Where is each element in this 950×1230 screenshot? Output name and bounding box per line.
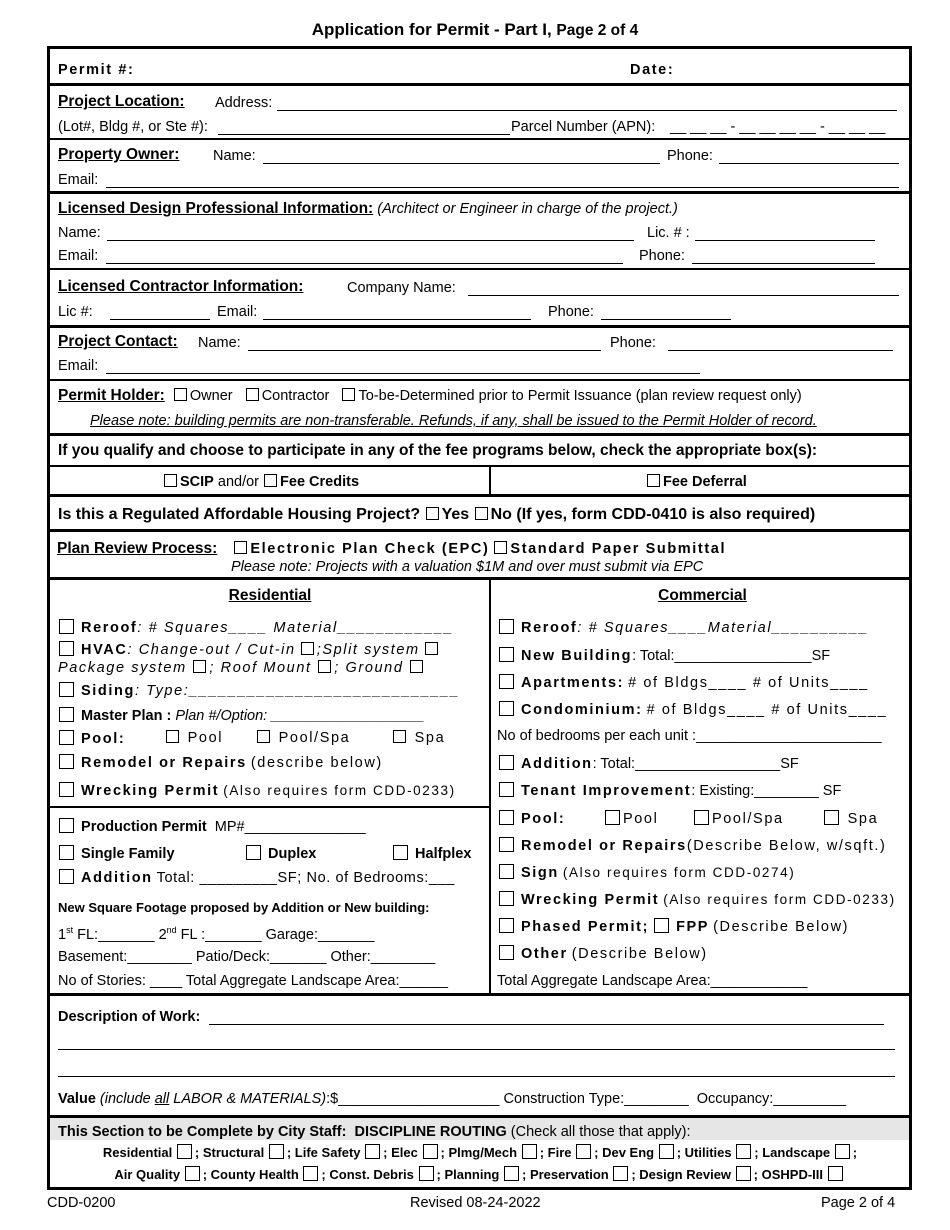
route-utilities-checkbox[interactable] bbox=[736, 1144, 751, 1159]
com-wrecking-rest: (Also requires form CDD-0233) bbox=[663, 892, 896, 907]
dp-phone-field[interactable] bbox=[692, 263, 875, 264]
parcel-field[interactable]: __ __ __ - __ __ __ __ - __ __ __ bbox=[670, 119, 886, 135]
com-apartments bbox=[498, 674, 869, 691]
com-wrecking bbox=[498, 891, 896, 908]
affordable-no-label: No bbox=[490, 506, 512, 523]
property-owner-heading: Property Owner: bbox=[58, 146, 180, 163]
contact-phone-label: Phone: bbox=[610, 335, 656, 351]
res-addition bbox=[58, 869, 455, 886]
staff-heading-row bbox=[58, 1124, 691, 1140]
res-duplex-label: Duplex bbox=[268, 846, 317, 862]
contractor-phone-label: Phone: bbox=[548, 304, 594, 320]
permit-holder-row bbox=[58, 387, 802, 405]
com-bedrooms: No of bedrooms per each unit :_______________________ bbox=[497, 728, 882, 744]
res-mp: MP#_______________ bbox=[214, 819, 366, 835]
res-remodel-checkbox[interactable] bbox=[59, 754, 74, 769]
res-siding-rest: : Type:____________________________ bbox=[134, 683, 460, 699]
value-note-pre: (include bbox=[99, 1091, 155, 1107]
route-planning-checkbox[interactable] bbox=[504, 1166, 519, 1181]
com-wrecking-checkbox[interactable] bbox=[499, 891, 514, 906]
permit-holder-note: Please note: building permits are non-transferable. Refunds, if any, shall be issued to the Permit Holder of record. bbox=[90, 413, 817, 429]
com-sign-label: Sign bbox=[521, 865, 559, 881]
com-remodel-label: Remodel or Repairs bbox=[521, 838, 687, 854]
com-fpp-label: FPP bbox=[676, 919, 710, 935]
contractor-email-field[interactable] bbox=[263, 319, 531, 320]
res-master-plan-rest: Plan #/Option: ___________________ bbox=[175, 708, 425, 724]
route-structural-label: Structural bbox=[202, 1145, 265, 1160]
route-fire-label: Fire bbox=[547, 1145, 572, 1160]
page-title bbox=[0, 20, 950, 40]
com-poolspa-label: Pool/Spa bbox=[712, 811, 784, 827]
route-design-review-checkbox[interactable] bbox=[736, 1166, 751, 1181]
permit-number-label: Permit #: bbox=[58, 62, 135, 78]
address-field[interactable] bbox=[277, 110, 897, 111]
address-label: Address: bbox=[215, 95, 273, 111]
com-other-rest: (Describe Below) bbox=[571, 946, 708, 962]
ground-label: ; Ground bbox=[334, 660, 404, 676]
route-elec-checkbox[interactable] bbox=[423, 1144, 438, 1159]
com-apartments-rest: # of Bldgs____ # of Units____ bbox=[628, 675, 869, 691]
route-dev-eng-label: Dev Eng bbox=[602, 1145, 655, 1160]
owner-name-label: Name: bbox=[213, 148, 256, 164]
tbd-checkbox[interactable] bbox=[342, 388, 355, 401]
fee-programs-question: If you qualify and choose to participate in any of the fee programs below, check the appropriate box(s): bbox=[58, 442, 818, 459]
com-tenant bbox=[498, 782, 841, 799]
res-hvac-label: HVAC bbox=[81, 642, 128, 658]
routing-label: DISCIPLINE ROUTING bbox=[354, 1124, 507, 1140]
res-pool-label: Pool: bbox=[81, 731, 126, 747]
route-life-safety-checkbox[interactable] bbox=[365, 1144, 380, 1159]
com-poolspa-opt bbox=[693, 810, 784, 827]
com-remodel-rest: (Describe Below, w/sqft.) bbox=[686, 838, 887, 854]
res-remodel-label: Remodel or Repairs bbox=[81, 755, 247, 771]
owner-phone-field[interactable] bbox=[719, 163, 899, 164]
fl2-sup: nd bbox=[166, 925, 177, 935]
contractor-lic-label: Lic #: bbox=[58, 304, 93, 320]
com-other-label: Other bbox=[521, 946, 568, 962]
plan-review-note: Please note: Projects with a valuation $1M and over must submit via EPC bbox=[231, 559, 704, 575]
com-apartments-label: Apartments: bbox=[521, 675, 625, 691]
res-split-label: ;Split system bbox=[316, 642, 420, 658]
paper-checkbox[interactable] bbox=[494, 541, 507, 554]
route-life-safety-label: Life Safety bbox=[294, 1145, 361, 1160]
res-hvac bbox=[58, 641, 441, 658]
com-addition-rest: : Total:__________________SF bbox=[592, 756, 799, 772]
res-single-family-checkbox[interactable] bbox=[59, 845, 74, 860]
footer-page: Page 2 of 4 bbox=[821, 1195, 896, 1211]
com-reroof bbox=[498, 619, 869, 636]
design-professional-row bbox=[58, 200, 678, 218]
footer-form-id: CDD-0200 bbox=[47, 1195, 116, 1211]
scip-checkbox[interactable] bbox=[164, 474, 177, 487]
route-oshpd-label: OSHPD-III bbox=[761, 1167, 824, 1182]
com-new-building-rest: : Total:_________________SF bbox=[632, 648, 831, 664]
res-spa-checkbox[interactable] bbox=[393, 730, 406, 743]
routing-row-1: Residential ; Structural ; Life Safety ; Elec ; Plmg/Mech ; Fire ; Dev Eng ; Utilities ; Landscape ; bbox=[102, 1145, 858, 1160]
res-hvac-line2 bbox=[58, 660, 426, 676]
affordable-yes-checkbox[interactable] bbox=[426, 507, 439, 520]
contact-name-field[interactable] bbox=[248, 350, 601, 351]
occupancy-field[interactable]: Occupancy:_________ bbox=[696, 1091, 846, 1107]
epc-checkbox[interactable] bbox=[234, 541, 247, 554]
roof-mount-checkbox[interactable] bbox=[318, 660, 331, 673]
company-name-label: Company Name: bbox=[347, 280, 456, 296]
project-location-heading: Project Location: bbox=[58, 93, 185, 110]
com-pool-checkbox[interactable] bbox=[499, 810, 514, 825]
res-pool-opt bbox=[165, 730, 223, 746]
route-planning-label: Planning bbox=[444, 1167, 500, 1182]
res-pool bbox=[58, 730, 125, 747]
dp-lic-label: Lic. # : bbox=[647, 225, 690, 241]
route-elec-label: Elec bbox=[391, 1145, 418, 1160]
fee-deferral-label: Fee Deferral bbox=[663, 474, 747, 490]
com-phased-label: Phased Permit; bbox=[521, 919, 649, 935]
com-pool-opt bbox=[604, 810, 658, 827]
contractor-option-label: Contractor bbox=[261, 388, 330, 404]
res-halfplex-label: Halfplex bbox=[415, 846, 472, 862]
res-spa-opt bbox=[392, 730, 445, 746]
dp-name-label: Name: bbox=[58, 225, 101, 241]
owner-checkbox[interactable] bbox=[174, 388, 187, 401]
contractor-phone-field[interactable] bbox=[601, 319, 731, 320]
res-spa-label: Spa bbox=[414, 730, 446, 746]
date-label: Date: bbox=[630, 62, 675, 78]
affordable-yes-label: Yes bbox=[441, 506, 470, 523]
res-siding-label: Siding bbox=[81, 683, 135, 699]
com-reroof-checkbox[interactable] bbox=[499, 619, 514, 634]
com-apartments-checkbox[interactable] bbox=[499, 674, 514, 689]
affordable-tail: (If yes, form CDD-0410 is also required) bbox=[516, 506, 816, 523]
contact-phone-field[interactable] bbox=[668, 350, 893, 351]
route-residential-checkbox[interactable] bbox=[177, 1144, 192, 1159]
route-county-health-checkbox[interactable] bbox=[303, 1166, 318, 1181]
plan-review-heading: Plan Review Process: bbox=[57, 540, 218, 557]
route-preservation-checkbox[interactable] bbox=[613, 1166, 628, 1181]
contractor-checkbox[interactable] bbox=[246, 388, 259, 401]
route-landscape-checkbox[interactable] bbox=[835, 1144, 850, 1159]
contact-name-label: Name: bbox=[198, 335, 241, 351]
com-sign-rest: (Also requires form CDD-0274) bbox=[562, 865, 796, 880]
route-dev-eng-checkbox[interactable] bbox=[659, 1144, 674, 1159]
res-siding-checkbox[interactable] bbox=[59, 682, 74, 697]
value-note-all: all bbox=[154, 1091, 170, 1107]
com-wrecking-label: Wrecking Permit bbox=[521, 892, 660, 908]
contractor-lic-field[interactable] bbox=[110, 319, 210, 320]
com-fpp-checkbox[interactable] bbox=[654, 918, 669, 933]
commercial-heading: Commercial bbox=[658, 587, 747, 604]
route-county-health-label: County Health bbox=[210, 1167, 299, 1182]
com-tenant-checkbox[interactable] bbox=[499, 782, 514, 797]
com-pool-opt-checkbox[interactable] bbox=[605, 810, 620, 825]
res-production-checkbox[interactable] bbox=[59, 818, 74, 833]
cutin-checkbox[interactable] bbox=[301, 642, 314, 655]
res-hvac-rest: : Change-out / Cut-in bbox=[127, 642, 296, 658]
roof-mount-label: ; Roof Mount bbox=[209, 660, 312, 676]
routing-note: (Check all those that apply): bbox=[510, 1124, 691, 1140]
com-poolspa-checkbox[interactable] bbox=[694, 810, 709, 825]
dp-name-field[interactable] bbox=[107, 240, 634, 241]
routing-row-2: Air Quality ; County Health ; Const. Debris ; Planning ; Preservation ; Design Review ; OSHPD-III bbox=[50, 1166, 910, 1182]
res-wrecking bbox=[58, 782, 456, 799]
owner-phone-label: Phone: bbox=[667, 148, 713, 164]
design-professional-heading: Licensed Design Professional Information: bbox=[58, 200, 374, 217]
fl2: 2 bbox=[158, 926, 167, 943]
route-fire-checkbox[interactable] bbox=[576, 1144, 591, 1159]
package-checkbox[interactable] bbox=[193, 660, 206, 673]
contact-email-field[interactable] bbox=[106, 373, 700, 374]
res-single-family-label: Single Family bbox=[81, 846, 175, 862]
com-pool bbox=[498, 810, 565, 827]
com-sign bbox=[498, 864, 795, 881]
value-field[interactable]: :$____________________ bbox=[326, 1091, 500, 1107]
description-line-2[interactable] bbox=[58, 1049, 895, 1050]
com-spa-opt bbox=[823, 810, 878, 827]
res-master-plan bbox=[58, 707, 424, 724]
fee-credits-checkbox[interactable] bbox=[264, 474, 277, 487]
permit-holder-heading: Permit Holder: bbox=[58, 387, 165, 404]
residential-heading: Residential bbox=[228, 587, 312, 604]
package-label: Package system bbox=[58, 660, 187, 676]
affordable-row bbox=[58, 506, 815, 524]
project-contact-heading: Project Contact: bbox=[58, 333, 178, 350]
fee-deferral-checkbox[interactable] bbox=[647, 474, 660, 487]
title-page: Page 2 of 4 bbox=[556, 22, 639, 39]
com-fpp-rest: (Describe Below) bbox=[713, 919, 850, 935]
res-siding bbox=[58, 682, 460, 699]
com-phased bbox=[498, 918, 849, 935]
res-halfplex-checkbox[interactable] bbox=[393, 845, 408, 860]
owner-name-field[interactable] bbox=[263, 163, 660, 164]
res-addition-label: Addition bbox=[81, 870, 153, 886]
com-tenant-rest: : Existing:________ SF bbox=[691, 783, 842, 799]
res-reroof bbox=[58, 619, 454, 636]
fl2-rest: FL :_______ Garage:_______ bbox=[176, 926, 375, 943]
res-hvac-checkbox[interactable] bbox=[59, 641, 74, 656]
com-sign-checkbox[interactable] bbox=[499, 864, 514, 879]
com-new-building-checkbox[interactable] bbox=[499, 647, 514, 662]
dp-email-label: Email: bbox=[58, 248, 99, 264]
affordable-question: Is this a Regulated Affordable Housing Project? bbox=[58, 506, 421, 523]
res-pool-checkbox[interactable] bbox=[59, 730, 74, 745]
route-structural-checkbox[interactable] bbox=[269, 1144, 284, 1159]
res-remodel bbox=[58, 754, 383, 771]
com-addition-checkbox[interactable] bbox=[499, 755, 514, 770]
fee-left-options bbox=[163, 474, 359, 490]
com-addition-label: Addition bbox=[521, 756, 593, 772]
description-line-3[interactable] bbox=[58, 1076, 895, 1077]
com-spa-checkbox[interactable] bbox=[824, 810, 839, 825]
andor-label: and/or bbox=[217, 474, 259, 490]
res-duplex-checkbox[interactable] bbox=[246, 845, 261, 860]
tbd-option-label: To-be-Determined prior to Permit Issuance (plan review request only) bbox=[358, 388, 802, 404]
com-other-checkbox[interactable] bbox=[499, 945, 514, 960]
res-basement-row: Basement:________ Patio/Deck:_______ Other:________ bbox=[58, 949, 436, 965]
value-note bbox=[100, 1091, 326, 1107]
res-duplex bbox=[245, 845, 316, 862]
com-phased-checkbox[interactable] bbox=[499, 918, 514, 933]
epc-label: Electronic Plan Check (EPC) bbox=[250, 541, 490, 557]
route-plmg-mech-checkbox[interactable] bbox=[522, 1144, 537, 1159]
owner-option-label: Owner bbox=[189, 388, 233, 404]
description-label: Description of Work: bbox=[58, 1009, 201, 1025]
route-air-quality-checkbox[interactable] bbox=[185, 1166, 200, 1181]
route-oshpd-checkbox[interactable] bbox=[828, 1166, 843, 1181]
route-air-quality-label: Air Quality bbox=[114, 1167, 181, 1182]
com-pool-label: Pool: bbox=[521, 811, 566, 827]
res-reroof-rest: : # Squares____ Material____________ bbox=[137, 620, 454, 636]
route-design-review-label: Design Review bbox=[639, 1167, 732, 1182]
res-pool-opt-label: Pool bbox=[187, 730, 224, 746]
res-production bbox=[58, 818, 366, 835]
res-poolspa-checkbox[interactable] bbox=[257, 730, 270, 743]
paper-label: Standard Paper Submittal bbox=[510, 541, 727, 557]
res-reroof-checkbox[interactable] bbox=[59, 619, 74, 634]
fee-credits-label: Fee Credits bbox=[280, 474, 360, 490]
contractor-email-label: Email: bbox=[217, 304, 258, 320]
fl1: 1 bbox=[58, 926, 67, 943]
res-single-family bbox=[58, 845, 175, 862]
com-new-building bbox=[498, 647, 830, 664]
res-pool-opt-checkbox[interactable] bbox=[166, 730, 179, 743]
res-master-plan-checkbox[interactable] bbox=[59, 707, 74, 722]
res-halfplex bbox=[392, 845, 471, 862]
ground-checkbox[interactable] bbox=[410, 660, 423, 673]
value-note-post: LABOR & MATERIALS) bbox=[169, 1091, 327, 1107]
staff-heading: This Section to be Complete by City Staff: bbox=[58, 1124, 347, 1140]
res-master-plan-label: Master Plan : bbox=[81, 708, 172, 724]
com-pool-opt-label: Pool bbox=[623, 811, 659, 827]
res-remodel-rest: (describe below) bbox=[250, 755, 383, 771]
res-wrecking-label: Wrecking Permit bbox=[81, 783, 220, 799]
com-reroof-label: Reroof bbox=[521, 620, 578, 636]
route-plmg-mech-label: Plmg/Mech bbox=[448, 1145, 518, 1160]
lot-field[interactable] bbox=[218, 134, 510, 135]
owner-email-label: Email: bbox=[58, 172, 99, 188]
contractor-heading: Licensed Contractor Information: bbox=[58, 278, 304, 295]
res-stories-row: No of Stories: ____ Total Aggregate Landscape Area:______ bbox=[58, 973, 448, 989]
scip-label: SCIP bbox=[180, 474, 214, 490]
com-condominium-checkbox[interactable] bbox=[499, 701, 514, 716]
res-wrecking-rest: (Also requires form CDD-0233) bbox=[223, 783, 456, 798]
value-row bbox=[58, 1091, 846, 1107]
com-condominium-rest: # of Bldgs____ # of Units____ bbox=[646, 702, 888, 718]
res-production-label: Production Permit bbox=[81, 819, 207, 835]
com-landscape: Total Aggregate Landscape Area:____________ bbox=[497, 973, 808, 989]
com-condominium bbox=[498, 701, 887, 718]
res-new-sqft-label: New Square Footage proposed by Addition or New building: bbox=[58, 900, 430, 915]
route-preservation-label: Preservation bbox=[529, 1167, 609, 1182]
com-tenant-label: Tenant Improvement bbox=[521, 783, 692, 799]
res-poolspa-opt bbox=[256, 730, 350, 746]
fl1-rest: FL:_______ bbox=[73, 926, 159, 943]
route-const-debris-label: Const. Debris bbox=[329, 1167, 414, 1182]
affordable-no-checkbox[interactable] bbox=[475, 507, 488, 520]
form-frame bbox=[47, 46, 912, 1190]
dp-email-field[interactable] bbox=[106, 263, 623, 264]
fee-right-options bbox=[646, 474, 747, 490]
footer-revised: Revised 08-24-2022 bbox=[410, 1195, 541, 1211]
route-residential-label: Residential bbox=[102, 1145, 173, 1160]
contact-email-label: Email: bbox=[58, 358, 99, 374]
route-const-debris-checkbox[interactable] bbox=[419, 1166, 434, 1181]
com-condominium-label: Condominium: bbox=[521, 702, 643, 718]
com-other bbox=[498, 945, 708, 962]
com-reroof-rest: : # Squares____Material__________ bbox=[577, 620, 869, 636]
owner-email-field[interactable] bbox=[106, 187, 899, 188]
route-utilities-label: Utilities bbox=[684, 1145, 732, 1160]
com-spa-label: Spa bbox=[847, 811, 879, 827]
split-checkbox[interactable] bbox=[425, 642, 438, 655]
title-main: Application for Permit - Part I, bbox=[311, 20, 552, 39]
res-addition-rest: Total: _________SF; No. of Bedrooms:___ bbox=[156, 870, 455, 886]
dp-lic-field[interactable] bbox=[695, 240, 875, 241]
fl1-sup: st bbox=[66, 925, 74, 935]
company-name-field[interactable] bbox=[468, 295, 899, 296]
com-remodel-checkbox[interactable] bbox=[499, 837, 514, 852]
res-wrecking-checkbox[interactable] bbox=[59, 782, 74, 797]
description-line-1[interactable] bbox=[209, 1024, 884, 1025]
dp-phone-label: Phone: bbox=[639, 248, 685, 264]
route-landscape-label: Landscape bbox=[762, 1145, 831, 1160]
lot-label: (Lot#, Bldg #, or Ste #): bbox=[58, 119, 208, 135]
res-poolspa-label: Pool/Spa bbox=[278, 730, 351, 746]
res-reroof-label: Reroof bbox=[81, 620, 138, 636]
parcel-label: Parcel Number (APN): bbox=[511, 119, 656, 135]
com-new-building-label: New Building bbox=[521, 648, 633, 664]
value-label: Value bbox=[58, 1091, 96, 1107]
com-remodel bbox=[498, 837, 886, 854]
res-addition-checkbox[interactable] bbox=[59, 869, 74, 884]
res-floor-row bbox=[58, 925, 374, 943]
design-professional-note: (Architect or Engineer in charge of the project.) bbox=[377, 201, 678, 217]
plan-review-row bbox=[57, 540, 726, 558]
construction-type-field[interactable]: Construction Type:________ bbox=[503, 1091, 689, 1107]
com-addition bbox=[498, 755, 799, 772]
